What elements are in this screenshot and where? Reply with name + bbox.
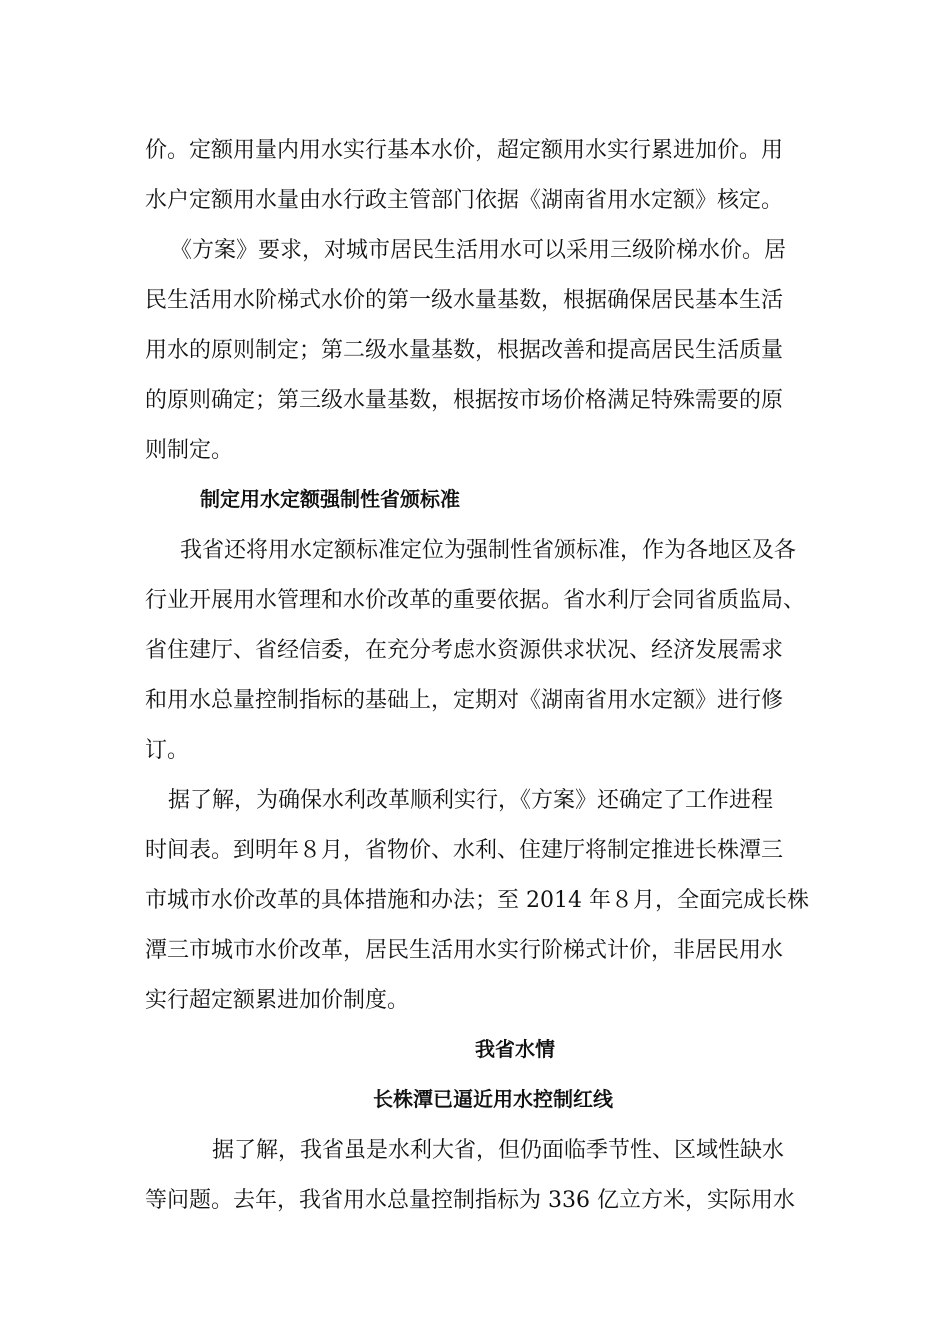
text-line: 据了解，为确保水利改革顺利实行，《方案》还确定了工作进程 — [168, 788, 774, 813]
section-subheading-red-line: 长株潭已逼近用水控制红线 — [373, 1087, 613, 1111]
text-line: 省住建厅、省经信委，在充分考虑水资源供求状况、经济发展需求 — [145, 638, 784, 663]
text-line: 时间表。到明年８月，省物价、水利、住建厅将制定推进长株潭三 — [145, 838, 784, 863]
text-line: 水户定额用水量由水行政主管部门依据《湖南省用水定额》核定。 — [145, 188, 784, 213]
text-line: 行业开展用水管理和水价改革的重要依据。省水利厅会同省质监局、 — [145, 588, 806, 613]
text-line: 我省还将用水定额标准定位为强制性省颁标准，作为各地区及各 — [180, 538, 797, 563]
text-line: 据了解，我省虽是水利大省，但仍面临季节性、区域性缺水 — [212, 1138, 785, 1163]
text-line: 用水的原则制定；第二级水量基数，根据改善和提高居民生活质量 — [145, 338, 784, 363]
text-line: 潭三市城市水价改革，居民生活用水实行阶梯式计价，非居民用水 — [145, 938, 784, 963]
text-line: 市城市水价改革的具体措施和办法；至 2014 年８月，全面完成长株 — [145, 888, 809, 913]
text-line: 等问题。去年，我省用水总量控制指标为 336 亿立方米，实际用水 — [145, 1188, 795, 1213]
text-line: 订。 — [145, 738, 190, 763]
text-line: 《方案》要求，对城市居民生活用水可以采用三级阶梯水价。居 — [170, 238, 787, 263]
text-line: 的原则确定；第三级水量基数，根据按市场价格满足特殊需要的原 — [145, 388, 784, 413]
section-heading-water-situation: 我省水情 — [475, 1037, 555, 1061]
section-heading-quota-standard: 制定用水定额强制性省颁标准 — [200, 487, 460, 511]
text-line: 和用水总量控制指标的基础上，定期对《湖南省用水定额》进行修 — [145, 688, 784, 713]
text-line: 则制定。 — [145, 438, 234, 463]
text-line: 价。定额用量内用水实行基本水价，超定额用水实行累进加价。用 — [145, 138, 784, 163]
text-line: 民生活用水阶梯式水价的第一级水量基数，根据确保居民基本生活 — [145, 288, 784, 313]
text-line: 实行超定额累进加价制度。 — [145, 988, 410, 1013]
